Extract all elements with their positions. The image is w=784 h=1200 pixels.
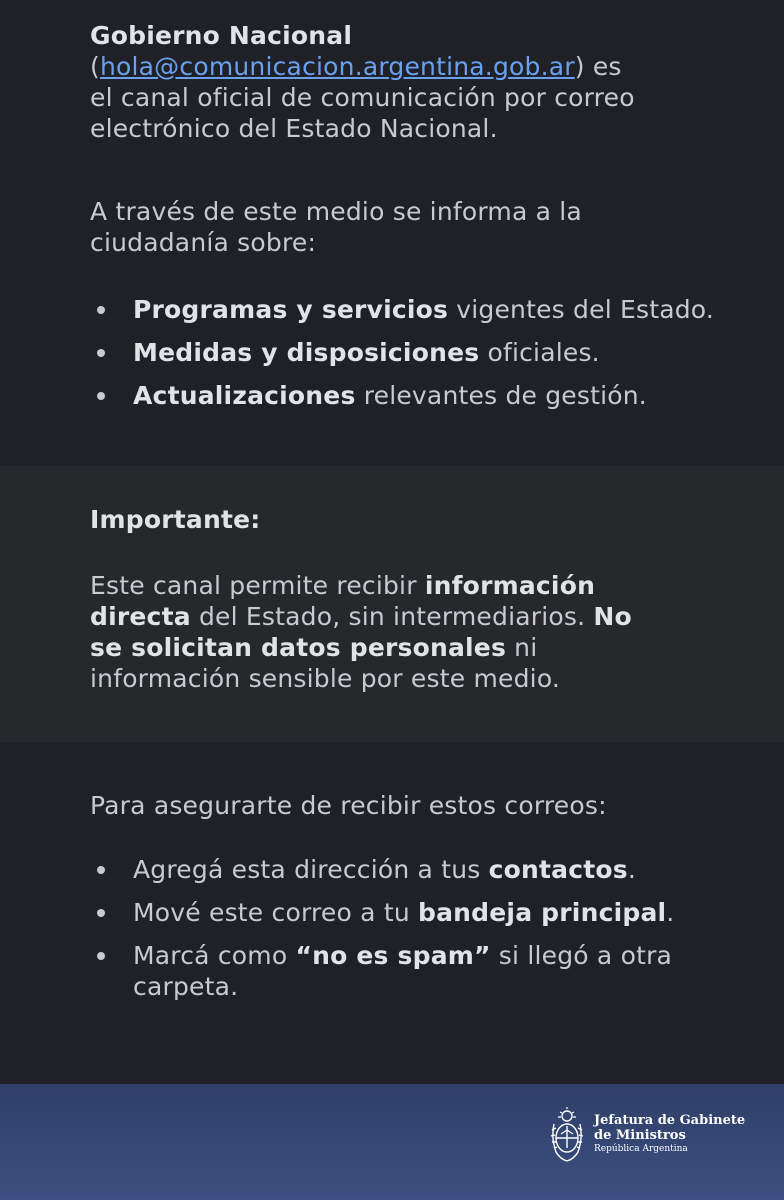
footer-line1: Jefatura de Gabinete (594, 1112, 746, 1128)
intro-line2: el canal oficial de comunicación por correo (90, 83, 635, 112)
important-section (0, 466, 784, 742)
bullet-icon (97, 909, 105, 917)
topic-rest: relevantes de gestión. (355, 381, 647, 410)
after-email: ) es (574, 52, 622, 81)
bullet-icon (97, 952, 105, 960)
list-item (90, 380, 770, 411)
inform-line2: ciudadanía sobre: (90, 228, 317, 257)
inform-paragraph (90, 196, 750, 258)
topic-bold: Medidas y disposiciones (133, 338, 480, 367)
important-text-2: del Estado, sin intermediarios. (190, 602, 594, 631)
list-item (90, 897, 750, 928)
bullet-icon (97, 866, 105, 874)
tips-list (90, 854, 750, 1014)
tip-post: . (666, 898, 675, 927)
important-text-4: información sensible por este medio. (90, 664, 561, 693)
tip-pre: Agregá esta dirección a tus (133, 855, 489, 884)
important-bold-4: se solicitan datos personales (90, 633, 507, 662)
tip-bold: bandeja principal (418, 898, 667, 927)
tip-post: si llegó a otra (490, 941, 673, 970)
tip-pre: Mové este correo a tu (133, 898, 419, 927)
important-text-1: Este canal permite recibir (90, 571, 425, 600)
important-paragraph (90, 570, 750, 694)
important-bold-3: No (593, 602, 632, 631)
list-item (90, 294, 770, 325)
important-text-3: ni (506, 633, 538, 662)
footer-text (594, 1113, 745, 1156)
topic-rest: oficiales. (479, 338, 600, 367)
tip-line2: carpeta. (133, 972, 239, 1001)
footer-line3: República Argentina (594, 1143, 688, 1154)
important-heading: Importante: (90, 505, 261, 534)
open-paren: ( (90, 52, 100, 81)
footer-line2: de Ministros (594, 1127, 686, 1143)
topic-bold: Programas y servicios (133, 295, 449, 324)
intro-section (0, 0, 784, 466)
tips-heading: Para asegurarte de recibir estos correos: (90, 791, 607, 820)
topic-rest: vigentes del Estado. (448, 295, 715, 324)
bullet-icon (97, 349, 105, 357)
email-link[interactable]: hola@comunicacion.argentina.gob.ar (99, 52, 575, 81)
bullet-icon (97, 392, 105, 400)
jgm-logo[interactable] (548, 1104, 745, 1164)
important-bold-1: información (424, 571, 596, 600)
tip-bold: “no es spam” (295, 941, 491, 970)
footer-banner (0, 1084, 784, 1200)
coat-of-arms-icon (548, 1104, 586, 1164)
inform-line1: A través de este medio se informa a la (90, 197, 582, 226)
intro-line3: electrónico del Estado Nacional. (90, 114, 498, 143)
important-bold-2: directa (90, 602, 191, 631)
intro-paragraph (90, 20, 750, 144)
tips-section (0, 742, 784, 1084)
tip-bold: contactos (488, 855, 628, 884)
org-name: Gobierno Nacional (90, 21, 353, 50)
bullet-icon (97, 306, 105, 314)
tip-pre: Marcá como (133, 941, 296, 970)
list-item (90, 940, 750, 1002)
topic-bold: Actualizaciones (133, 381, 356, 410)
list-item (90, 854, 750, 885)
list-item (90, 337, 770, 368)
topics-list (90, 294, 770, 423)
tip-post: . (627, 855, 637, 884)
